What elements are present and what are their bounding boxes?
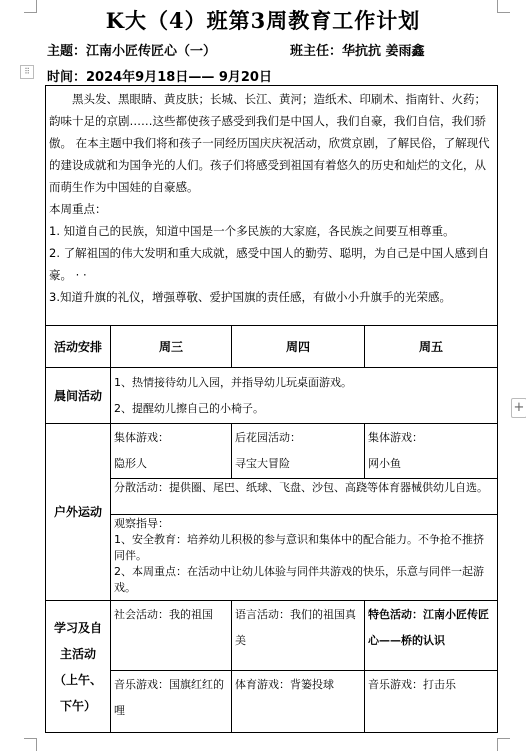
observe-title: 观察指导： [114, 517, 169, 530]
header-thursday: 周四 [232, 326, 365, 368]
morning-content [111, 368, 498, 424]
observe-item: 2、本周重点：在活动中让幼儿体验与同伴共游戏的快乐，乐意与同伴一起游戏。 [114, 565, 484, 594]
outdoor-observe [111, 515, 498, 601]
study-label-line: 学习及自 [53, 620, 102, 635]
crop-mark-bottom-right [497, 738, 510, 751]
outdoor-game-thu [232, 424, 365, 479]
study-label-line: 下午） [59, 698, 96, 713]
game-title: 集体游戏： [114, 431, 169, 444]
study-label-line: （上午、 [53, 672, 102, 687]
header-friday: 周五 [365, 326, 498, 368]
add-row-plus-icon[interactable]: + [511, 398, 526, 418]
study-label-line: 主活动 [59, 646, 96, 661]
morning-line: 1、热情接待幼儿入园，并指导幼儿玩桌面游戏。 [114, 375, 352, 389]
outdoor-game-fri [365, 424, 498, 479]
study-label [46, 601, 111, 733]
crop-mark-top-right [497, 0, 510, 13]
plan-table [45, 85, 498, 733]
focus-item: 3.知道升旗的礼仪，增强尊敬、爱护国旗的责任感，有做小小升旗手的光荣感。 [49, 290, 451, 304]
focus-label: 本周重点： [49, 202, 107, 216]
table-move-handle-icon[interactable]: ⠿ [20, 65, 34, 79]
game-name: 网小鱼 [368, 457, 401, 470]
outdoor-label: 户外运动 [46, 424, 111, 601]
game-name: 寻宝大冒险 [235, 457, 290, 470]
study-fri-pm: 音乐游戏：打击乐 [365, 671, 498, 733]
observe-item: 1、安全教育：培养幼儿积极的参与意识和集体中的配合能力。不争抢不推挤同伴。 [114, 533, 484, 562]
intro-paragraph: 黑头发、黑眼睛、黄皮肤；长城、长江、黄河；造纸术、印刷术、指南针、火药；韵味十足的京剧……这些都使孩子感受到我们是中国人，我们自豪，我们自信，我们骄傲。 在本主题中我们将和孩子一同经历国庆庆祝活动，欣赏京剧，了解民俗，了解现代的建设成就和为国争光的人们。孩子们将感受到祖国有着悠久的历史和灿烂的文化，从而萌生作为中国娃的自豪感。 [49, 92, 490, 194]
header-wednesday: 周三 [111, 326, 232, 368]
outdoor-scattered: 分散活动：提供圈、尾巴、纸球、飞盘、沙包、高跷等体育器械供幼儿自选。 [111, 479, 498, 515]
intro-cell [46, 86, 498, 326]
focus-item: 2. 了解祖国的伟大发明和重大成就，感受中国人的勤劳、聪明，为自己是中国人感到自豪。 · · [49, 246, 490, 282]
morning-line: 2、提醒幼儿擦自己的小椅子。 [114, 401, 264, 415]
header-activity: 活动安排 [46, 326, 111, 368]
document-title: K大（4）班第3周教育工作计划 [105, 8, 421, 33]
outdoor-game-wed [111, 424, 232, 479]
study-thu-pm: 体育游戏：背篓投球 [232, 671, 365, 733]
study-wed-am: 社会活动：我的祖国 [111, 601, 232, 671]
crop-mark-bottom-left [24, 738, 37, 751]
teacher-label: 班主任：华抗抗 姜雨鑫 [290, 44, 425, 59]
time-label: 时间：2024年9月18日—— 9月20日 [47, 70, 272, 85]
game-title: 后花园活动： [235, 431, 301, 444]
study-wed-pm: 音乐游戏：国旗红红的哩 [111, 671, 232, 733]
theme-label: 主题：江南小匠传匠心（一） [47, 44, 217, 59]
study-thu-am: 语言活动：我们的祖国真美 [232, 601, 365, 671]
morning-label: 晨间活动 [46, 368, 111, 424]
crop-mark-top-left [24, 0, 37, 13]
game-name: 隐形人 [114, 457, 147, 470]
study-fri-am: 特色活动：江南小匠传匠心——桥的认识 [365, 601, 498, 671]
game-title: 集体游戏： [368, 431, 423, 444]
focus-item: 1. 知道自己的民族，知道中国是一个多民族的大家庭，各民族之间要互相尊重。 [49, 224, 455, 238]
